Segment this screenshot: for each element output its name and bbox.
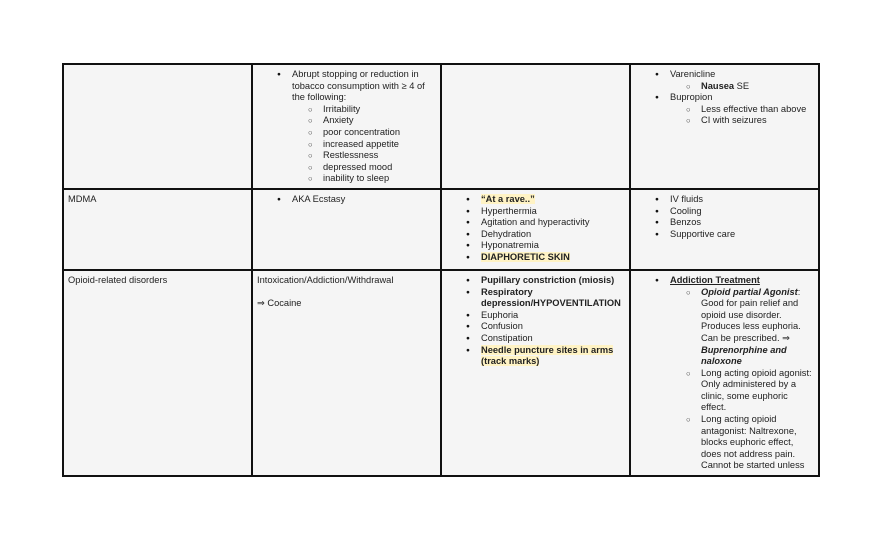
list-item: ● Respiratory depression/HYPOVENTILATION [466, 287, 625, 310]
list-item: ○ Restlessness [308, 150, 436, 162]
list-item: ● Abrupt stopping or reduction in tobacco consumption with ≥ 4 of the following: ○ Irritability ○ Anxiety ○ poor concentration ○ increased appetite ○ Restlessness ○ depressed mood ○ inability to sleep [277, 69, 436, 185]
findings-cell [441, 64, 630, 189]
list-item: ○ Irritability [308, 104, 436, 116]
bullet-list [635, 69, 814, 127]
table-row [63, 64, 819, 189]
sub-bullet-list [670, 287, 814, 473]
description-cell [252, 189, 441, 270]
disorder-cell [63, 64, 252, 189]
list-item: ● Needle puncture sites in arms (track marks) [466, 345, 625, 368]
list-item: ● Hyponatremia [466, 240, 625, 252]
bullet-list [446, 194, 625, 264]
bullet-list [635, 275, 814, 472]
list-item: ● IV fluids [655, 194, 814, 206]
list-item: ○ increased appetite [308, 139, 436, 151]
list-item: ○ Long acting opioid antagonist: Naltrexone, blocks euphoric effect, does not address pain. Cannot be started unless [686, 414, 814, 472]
list-item: ● Euphoria [466, 310, 625, 322]
list-item: ● Hyperthermia [466, 206, 625, 218]
list-item: ● Confusion [466, 321, 625, 333]
disorder-cell: MDMA [63, 189, 252, 270]
list-item: ● Addiction Treatment ○ Opioid partial Agonist: Good for pain relief and opioid use disorder. Produces less euphoria. Can be prescribed. ⇒ Buprenorphine and naloxone ○ Long acting opioid agonist: Only administered by a clinic, some euphoric effect. ○ Long acting opioid antagonist: Naltrexone, blocks euphoric effect, does not address pain. Cannot be started unless [655, 275, 814, 472]
list-item: ○ Less effective than above [686, 104, 814, 116]
description-cell: Intoxication/Addiction/Withdrawal ⇒ Cocaine [252, 270, 441, 476]
list-item: ● Constipation [466, 333, 625, 345]
list-item: ● Cooling [655, 206, 814, 218]
sub-bullet-list [292, 104, 436, 185]
treatment-cell [630, 64, 819, 189]
list-item: ● Bupropion ○ Less effective than above ○ CI with seizures [655, 92, 814, 127]
list-item: ○ Anxiety [308, 115, 436, 127]
findings-cell [441, 270, 630, 476]
bullet-list [257, 194, 436, 206]
list-item: ○ Opioid partial Agonist: Good for pain relief and opioid use disorder. Produces less euphoria. Can be prescribed. ⇒ Buprenorphine and naloxone [686, 287, 814, 368]
list-item: ○ poor concentration [308, 127, 436, 139]
list-item: ○ CI with seizures [686, 115, 814, 127]
table-row [63, 189, 819, 270]
list-item: ○ Long acting opioid agonist: Only administered by a clinic, some euphoric effect. [686, 368, 814, 414]
sub-bullet-list [670, 81, 814, 93]
list-item: ● Agitation and hyperactivity [466, 217, 625, 229]
bullet-list [635, 194, 814, 240]
list-item: ● DIAPHORETIC SKIN [466, 252, 625, 264]
sub-bullet-list [670, 104, 814, 127]
list-item: ● Varenicline ○ Nausea SE [655, 69, 814, 92]
list-item: ○ depressed mood [308, 162, 436, 174]
findings-cell [441, 189, 630, 270]
list-item: ● Pupillary constriction (miosis) [466, 275, 625, 287]
list-item: ● Supportive care [655, 229, 814, 241]
treatment-cell [630, 270, 819, 476]
table-row [63, 270, 819, 476]
list-item: ○ inability to sleep [308, 173, 436, 185]
substance-disorders-table [62, 63, 820, 477]
list-item: ● Benzos [655, 217, 814, 229]
list-item: ● “At a rave..” [466, 194, 625, 206]
disorder-cell: Opioid-related disorders [63, 270, 252, 476]
description-cell [252, 64, 441, 189]
list-item: ○ Nausea SE [686, 81, 814, 93]
treatment-cell [630, 189, 819, 270]
list-item: ● Dehydration [466, 229, 625, 241]
bullet-list [446, 275, 625, 368]
list-item: ● AKA Ecstasy [277, 194, 436, 206]
bullet-list [257, 69, 436, 185]
